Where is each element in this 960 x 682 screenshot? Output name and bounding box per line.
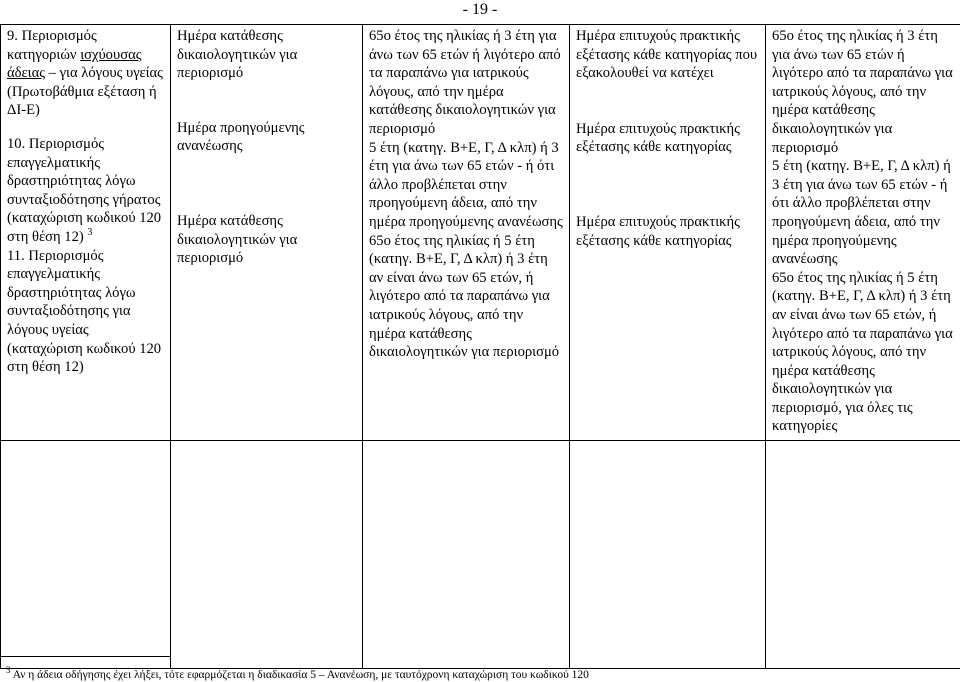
case-label bbox=[7, 27, 164, 120]
footnote-rule bbox=[0, 656, 170, 657]
category-validity-cell bbox=[766, 25, 960, 441]
category-start-cell bbox=[570, 25, 766, 441]
case-text: 9. Περιορισμός κατηγοριών bbox=[7, 28, 97, 63]
category-validity-text: 5 έτη (κατηγ. Β+Ε, Γ, Δ κλπ) ή 3 έτη για άνω των 65 ετών - ή ότι άλλο προβλέπεται στην προηγούμενη άδεια, από την ημέρα προηγούμενης ανανέωσης bbox=[772, 157, 954, 269]
category-start-text: Ημέρα επιτυχούς πρακτικής εξέτασης κάθε κατηγορίας που εξακολουθεί να κατέχει bbox=[576, 27, 759, 83]
case-text: 10. Περιορισμός επαγγελματικής δραστηριότητας λόγω συνταξιοδότησης γήρατος (καταχώριση κωδικού 120 στη θέση 12) bbox=[7, 136, 161, 245]
category-validity-text: 65ο έτος της ηλικίας ή 5 έτη (κατηγ. Β+Ε, Γ, Δ κλπ) ή 3 έτη αν είναι άνω των 65 ετών, ή λιγότερο από τα παραπάνω για ιατρικούς λόγους, από την ημέρα κατάθεσης δικαιολογητικών για περιορισμό, για όλες τις κατηγορίες bbox=[772, 269, 954, 436]
renewal-table bbox=[0, 24, 960, 669]
case-text-tail: – για λόγους υγείας (Πρωτοβάθμια εξέταση ή ΔΙ-Ε) bbox=[7, 65, 163, 118]
category-start-text: Ημέρα επιτυχούς πρακτικής εξέτασης κάθε κατηγορίας bbox=[576, 213, 759, 250]
start-date-cell bbox=[171, 25, 363, 441]
footnote-text: Αν η άδεια οδήγησης έχει λήξει, τότε εφαρμόζεται η διαδικασία 5 – Ανανέωση, με ταυτόχρονη καταχώριση του κωδικού 120 bbox=[13, 669, 589, 681]
case-cell bbox=[1, 25, 171, 441]
validity-text: 5 έτη (κατηγ. Β+Ε, Γ, Δ κλπ) ή 3 έτη για άνω των 65 ετών - ή ότι άλλο προβλέπεται στην προηγούμενη άδεια, από την ημέρα προηγούμενης ανανέωσης bbox=[369, 139, 563, 232]
start-date-text: Ημέρα προηγούμενης ανανέωσης bbox=[177, 119, 356, 156]
validity-text: 65ο έτος της ηλικίας ή 5 έτη (κατηγ. Β+Ε, Γ, Δ κλπ) ή 3 έτη αν είναι άνω των 65 ετών, ή λιγότερο από τα παραπάνω για ιατρικούς λόγους, από την ημέρα κατάθεσης δικαιολογητικών για περιορισμό bbox=[369, 232, 563, 362]
footnote-mark: 3 bbox=[6, 665, 11, 675]
case-label bbox=[7, 135, 164, 247]
empty-cell bbox=[1, 441, 171, 669]
case-label: 11. Περιορισμός επαγγελματικής δραστηριότητας λόγω συνταξιοδότησης για λόγους υγείας (καταχώριση κωδικού 120 στη θέση 12) bbox=[7, 247, 164, 377]
start-date-text: Ημέρα κατάθεσης δικαιολογητικών για περιορισμό bbox=[177, 212, 356, 268]
validity-cell bbox=[363, 25, 570, 441]
empty-cell bbox=[363, 441, 570, 669]
start-date-text: Ημέρα κατάθεσης δικαιολογητικών για περιορισμό bbox=[177, 27, 356, 83]
category-start-text: Ημέρα επιτυχούς πρακτικής εξέτασης κάθε κατηγορίας bbox=[576, 120, 759, 157]
empty-cell bbox=[570, 441, 766, 669]
case-underlined-text: ισχύουσας άδειας bbox=[7, 47, 142, 82]
page-number: - 19 - bbox=[0, 0, 960, 20]
category-validity-text: 65ο έτος της ηλικίας ή 3 έτη για άνω των 65 ετών ή λιγότερο από τα παραπάνω για ιατρικούς λόγους, από την ημέρα κατάθεσης δικαιολογητικών για περιορισμό bbox=[772, 27, 954, 157]
empty-cell bbox=[766, 441, 960, 669]
table-row-empty bbox=[1, 441, 960, 669]
footnote-ref: 3 bbox=[87, 227, 92, 238]
empty-cell bbox=[171, 441, 363, 669]
validity-text: 65ο έτος της ηλικίας ή 3 έτη για άνω των 65 ετών ή λιγότερο από τα παραπάνω για ιατρικούς λόγους, από την ημέρα κατάθεσης δικαιολογητικών για περιορισμό bbox=[369, 27, 563, 139]
table-row bbox=[1, 25, 960, 441]
footnote bbox=[6, 663, 589, 682]
